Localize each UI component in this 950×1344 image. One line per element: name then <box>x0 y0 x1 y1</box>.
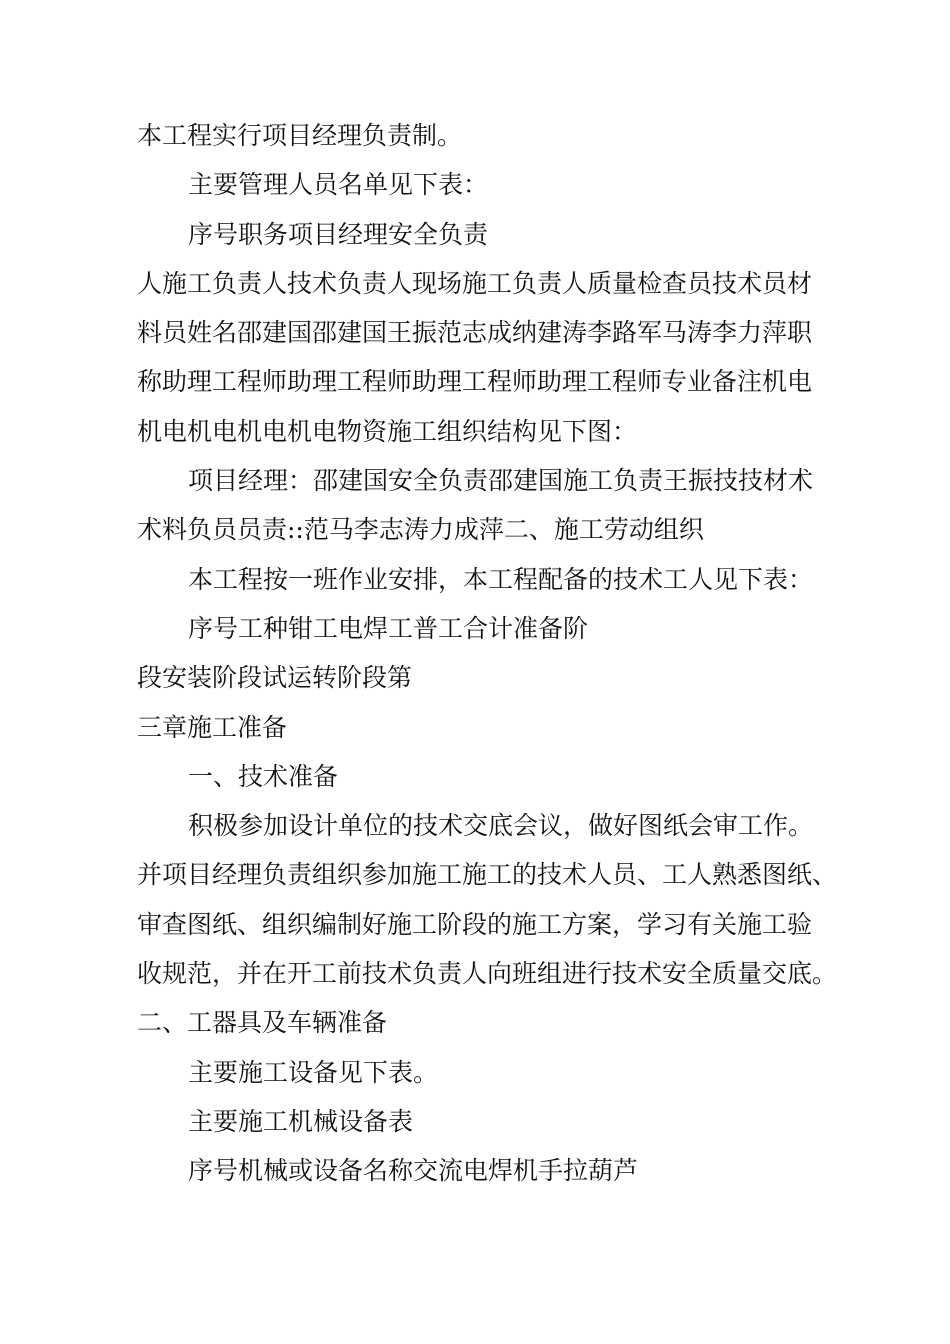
text-line: 本工程按一班作业安排，本工程配备的技术工人见下表： <box>188 564 814 594</box>
text-line: 称助理工程师助理工程师助理工程师助理工程师专业备注机电 <box>137 367 813 397</box>
text-line: 机电机电机电机电物资施工组织结构见下图： <box>137 416 638 446</box>
text-line: 主要施工机械设备表 <box>188 1106 414 1136</box>
text-line: 料员姓名邵建国邵建国王振范志成纳建涛李路军马涛李力萍职 <box>137 318 813 348</box>
text-line: 二、工器具及车辆准备 <box>137 1008 388 1038</box>
text-line: 主要施工设备见下表。 <box>188 1057 439 1087</box>
text-line: 序号职务项目经理安全负责 <box>188 219 489 249</box>
text-line: 序号机械或设备名称交流电焊机手拉葫芦 <box>188 1156 639 1186</box>
text-line: 术料负员员责::范马李志涛力成萍二、施工劳动组织 <box>137 515 704 545</box>
body-text <box>137 111 842 1196</box>
text-line: 段安装阶段试运转阶段第 <box>137 663 413 693</box>
text-line: 审查图纸、组织编制好施工阶段的施工方案，学习有关施工验 <box>137 909 813 939</box>
text-line: 积极参加设计单位的技术交底会议，做好图纸会审工作。 <box>188 811 814 841</box>
text-line: 人施工负责人技术负责人现场施工负责人质量检查员技术员材 <box>137 268 813 298</box>
text-line: 并项目经理负责组织参加施工施工的技术人员、工人熟悉图纸、 <box>137 860 838 890</box>
text-line: 本工程实行项目经理负责制。 <box>137 121 463 150</box>
text-line: 主要管理人员名单见下表： <box>188 170 489 200</box>
text-line: 项目经理：邵建国安全负责邵建国施工负责王振技技材术 <box>188 466 814 496</box>
text-line: 三章施工准备 <box>137 712 288 742</box>
text-line: 一、技术准备 <box>188 761 339 791</box>
text-line: 收规范，并在开工前技术负责人向班组进行技术安全质量交底。 <box>137 959 838 989</box>
text-line: 序号工种钳工电焊工普工合计准备阶 <box>188 613 589 643</box>
